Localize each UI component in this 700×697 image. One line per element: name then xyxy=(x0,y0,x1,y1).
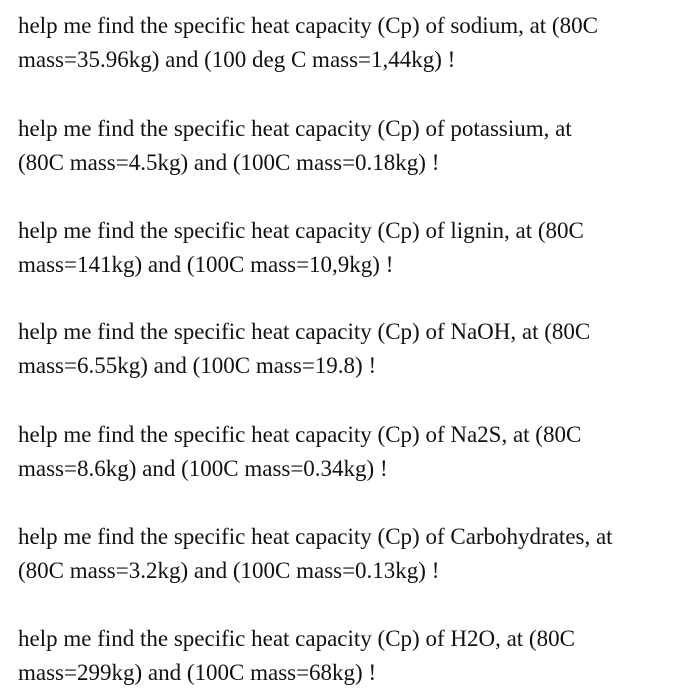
question-text-line: help me find the specific heat capacity (Cp) of sodium, at (80C xyxy=(18,13,598,38)
question-text-line: mass=8.6kg) and (100C mass=0.34kg) ! xyxy=(18,456,388,481)
question-text-line: help me find the specific heat capacity (Cp) of lignin, at (80C xyxy=(18,218,584,243)
question-text-line: mass=299kg) and (100C mass=68kg) ! xyxy=(18,660,377,685)
question-sodium xyxy=(18,9,598,77)
question-text-line: mass=35.96kg) and (100 deg C mass=1,44kg) ! xyxy=(18,47,456,72)
question-text-line: (80C mass=4.5kg) and (100C mass=0.18kg) ! xyxy=(18,150,440,175)
question-text-line: help me find the specific heat capacity (Cp) of Carbohydrates, at xyxy=(18,524,613,549)
question-text-line: (80C mass=3.2kg) and (100C mass=0.13kg) ! xyxy=(18,558,440,583)
question-carbohydrates xyxy=(18,520,613,588)
question-text-line: mass=6.55kg) and (100C mass=19.8) ! xyxy=(18,353,377,378)
question-text-line: help me find the specific heat capacity (Cp) of NaOH, at (80C xyxy=(18,319,591,344)
question-potassium xyxy=(18,112,572,180)
question-text-line: mass=141kg) and (100C mass=10,9kg) ! xyxy=(18,252,394,277)
question-text-line: help me find the specific heat capacity (Cp) of Na2S, at (80C xyxy=(18,422,582,447)
question-naoh xyxy=(18,315,590,383)
question-text-line: help me find the specific heat capacity (Cp) of potassium, at xyxy=(18,116,572,141)
question-lignin xyxy=(18,214,584,282)
question-h2o xyxy=(18,622,575,690)
question-text-line: help me find the specific heat capacity (Cp) of H2O, at (80C xyxy=(18,626,575,651)
question-na2s xyxy=(18,418,581,486)
